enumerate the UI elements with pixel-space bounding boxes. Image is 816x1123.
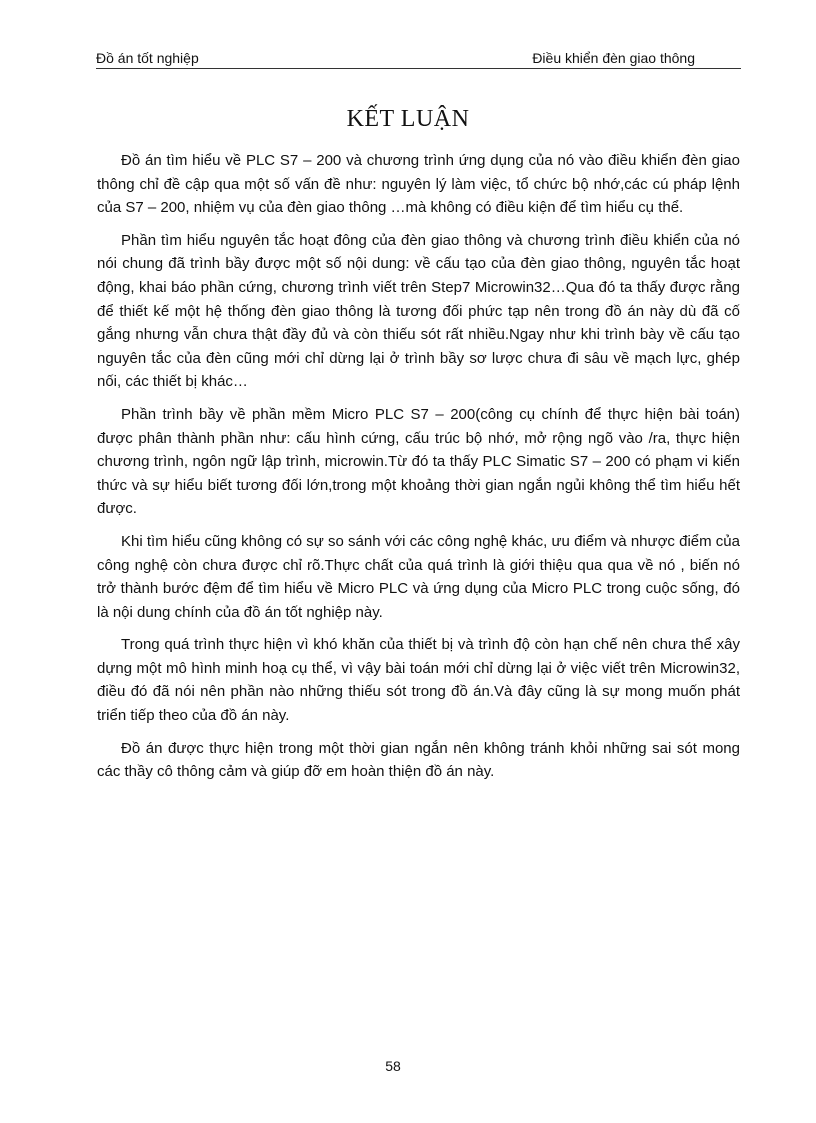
header-right-text: Điều khiển đèn giao thông xyxy=(532,50,695,66)
page-header xyxy=(96,48,741,69)
paragraph-6: Đồ án được thực hiện trong một thời gian ngắn nên không tránh khỏi những sai sót mong các thầy cô thông cảm và giúp đỡ em hoàn thiện đồ án này. xyxy=(97,739,740,781)
header-left-text: Đồ án tốt nghiệp xyxy=(96,50,199,66)
paragraph-5: Trong quá trình thực hiện vì khó khăn của thiết bị và trình độ còn hạn chế nên chưa thể xây dựng một mô hình minh hoạ cụ thể, vì vậy bài toán mới chỉ dừng lại ở việc viết trên Microwin32, điều đó đã nói nên phần nào những thiếu sót trong đồ án.Và đây cũng là sự mong muốn phát triển tiếp theo của đồ án này. xyxy=(97,636,740,725)
body-text xyxy=(97,149,740,793)
paragraph-1: Đồ án tìm hiểu về PLC S7 – 200 và chương trình ứng dụng của nó vào điều khiển đèn giao thông chỉ đề cập qua một số vấn đề như: nguyên lý làm việc, tổ chức bộ nhớ,các cú pháp lệnh của S7 – 200, nhiệm vụ của đèn giao thông …mà không có điều kiện để tìm hiểu cụ thể. xyxy=(97,152,740,217)
page-title: KẾT LUẬN xyxy=(346,106,470,132)
paragraph-2: Phần tìm hiểu nguyên tắc hoạt đông của đèn giao thông và chương trình điều khiển của nó nói chung đã trình bầy được một số nội dung: về cấu tạo của đèn giao thông, nguyên tắc hoạt động, khai báo phần cứng, chương trình viết trên Step7 Microwin32…Qua đó ta thấy được rằng để thiết kế một hệ thống đèn giao thông là tương đối phức tạp nên trong đồ án này dù đã cố gắng nhưng vẫn chưa thật đầy đủ và còn thiếu sót rất nhiều.Ngay như khi trình bày về cấu tạo nguyên tắc của đèn cũng mới chỉ dừng lại ở trình bầy sơ lược chưa đi sâu về mạch lực, ghép nối, các thiết bị khác… xyxy=(97,231,740,391)
page-number: 58 xyxy=(385,1058,401,1074)
paragraph-4: Khi tìm hiểu cũng không có sự so sánh với các công nghệ khác, ưu điểm và nhược điểm của công nghệ còn chưa được chỉ rõ.Thực chất của quá trình là giới thiệu qua qua về nó , biến nó trở thành bước đệm để tìm hiểu về Micro PLC và ứng dụng của Micro PLC trong cuộc sống, đó là nội dung chính của đồ án tốt nghiệp này. xyxy=(97,532,740,621)
paragraph-3: Phần trình bầy về phần mềm Micro PLC S7 – 200(công cụ chính để thực hiện bài toán) được phân thành phần như: cấu hình cứng, cấu trúc bộ nhớ, mở rộng ngõ vào /ra, thực hiện chương trình, ngôn ngữ lập trình, microwin.Từ đó ta thấy PLC Simatic S7 – 200 có phạm vi kiến thức và sự hiểu biết tương đối lớn,trong một khoảng thời gian ngắn ngủi không thể tìm hiểu hết được. xyxy=(97,405,740,518)
